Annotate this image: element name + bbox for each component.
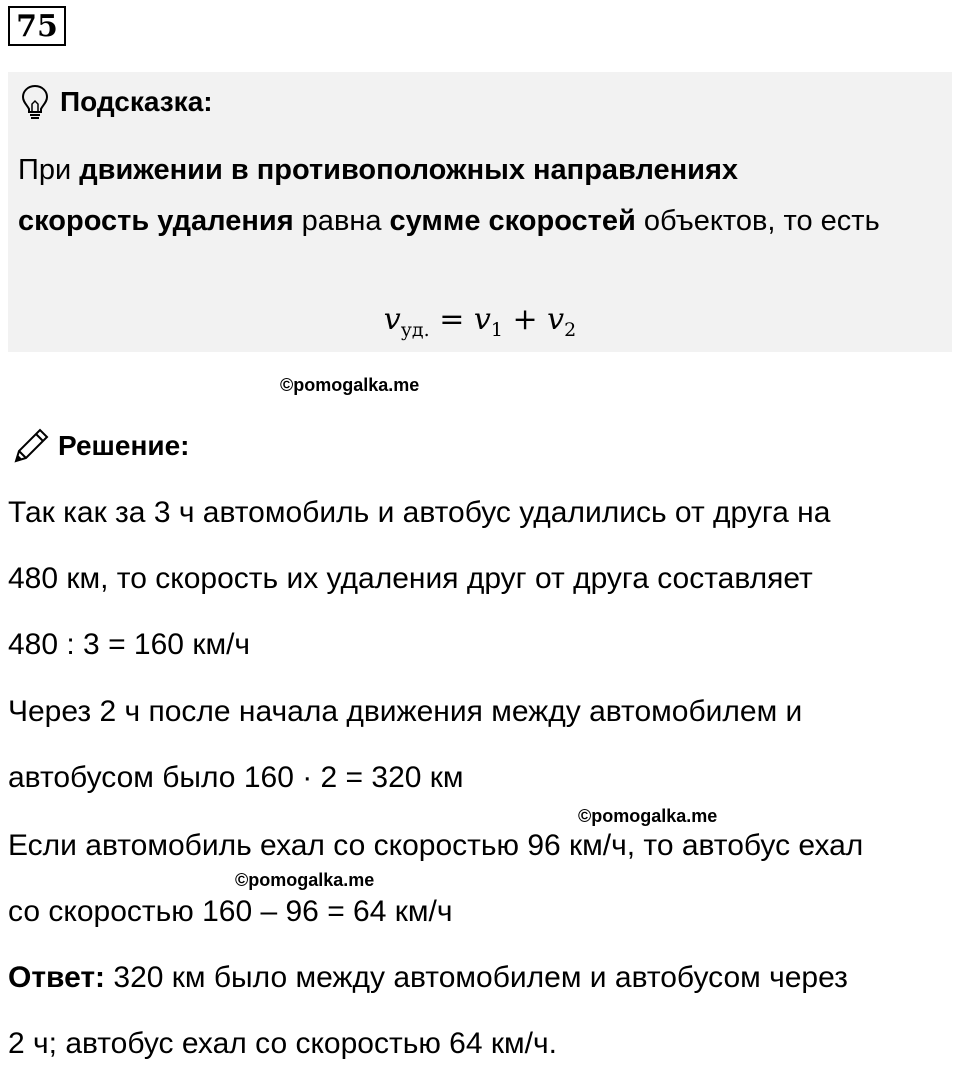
watermark: ©pomogalka.me — [280, 375, 420, 395]
answer-text: 320 км было между автомобилем и автобусом через — [105, 961, 848, 994]
solution-line-3: 480 : 3 = 160 км/ч — [8, 628, 251, 661]
lightbulb-icon — [20, 84, 50, 120]
bold-phrase-movement: движении в противоположных направлениях — [79, 154, 739, 186]
answer-line-2: 2 ч; автобус ехал со скоростью 64 км/ч. — [8, 1027, 557, 1060]
watermark: ©pomogalka.me — [235, 870, 375, 890]
bold-phrase-speed: скорость удаления — [18, 205, 294, 237]
solution-line-5: автобусом было 160 · 2 = 320 км — [8, 761, 464, 794]
pencil-icon — [10, 425, 52, 467]
solution-line-6: Если автомобиль ехал со скоростью 96 км/ч, то автобус ехал — [8, 829, 864, 862]
solution-line-2: 480 км, то скорость их удаления друг от друга составляет — [8, 562, 813, 595]
hint-title — [20, 82, 213, 122]
solution-title-text: Решение: — [58, 430, 190, 461]
solution-title — [10, 424, 189, 468]
answer-line-1 — [8, 961, 848, 995]
solution-line-7: со скоростью 160 – 96 = 64 км/ч — [8, 895, 453, 928]
hint-title-text: Подсказка: — [60, 86, 213, 117]
watermark: ©pomogalka.me — [578, 806, 718, 826]
hint-text: При движении в противоположных направлениях скорость удаления равна сумме скоростей объектов, то есть — [18, 154, 880, 237]
bold-phrase-sum: сумме скоростей — [389, 205, 636, 237]
solution-line-4: Через 2 ч после начала движения между автомобилем и — [8, 695, 803, 728]
solution-line-1: Так как за 3 ч автомобиль и автобус удалились от друга на — [8, 496, 831, 529]
answer-label: Ответ: — [8, 961, 106, 994]
formula: $v_{уд.} = v_1 + v_2$ — [383, 302, 577, 341]
task-number: 75 — [8, 6, 66, 46]
